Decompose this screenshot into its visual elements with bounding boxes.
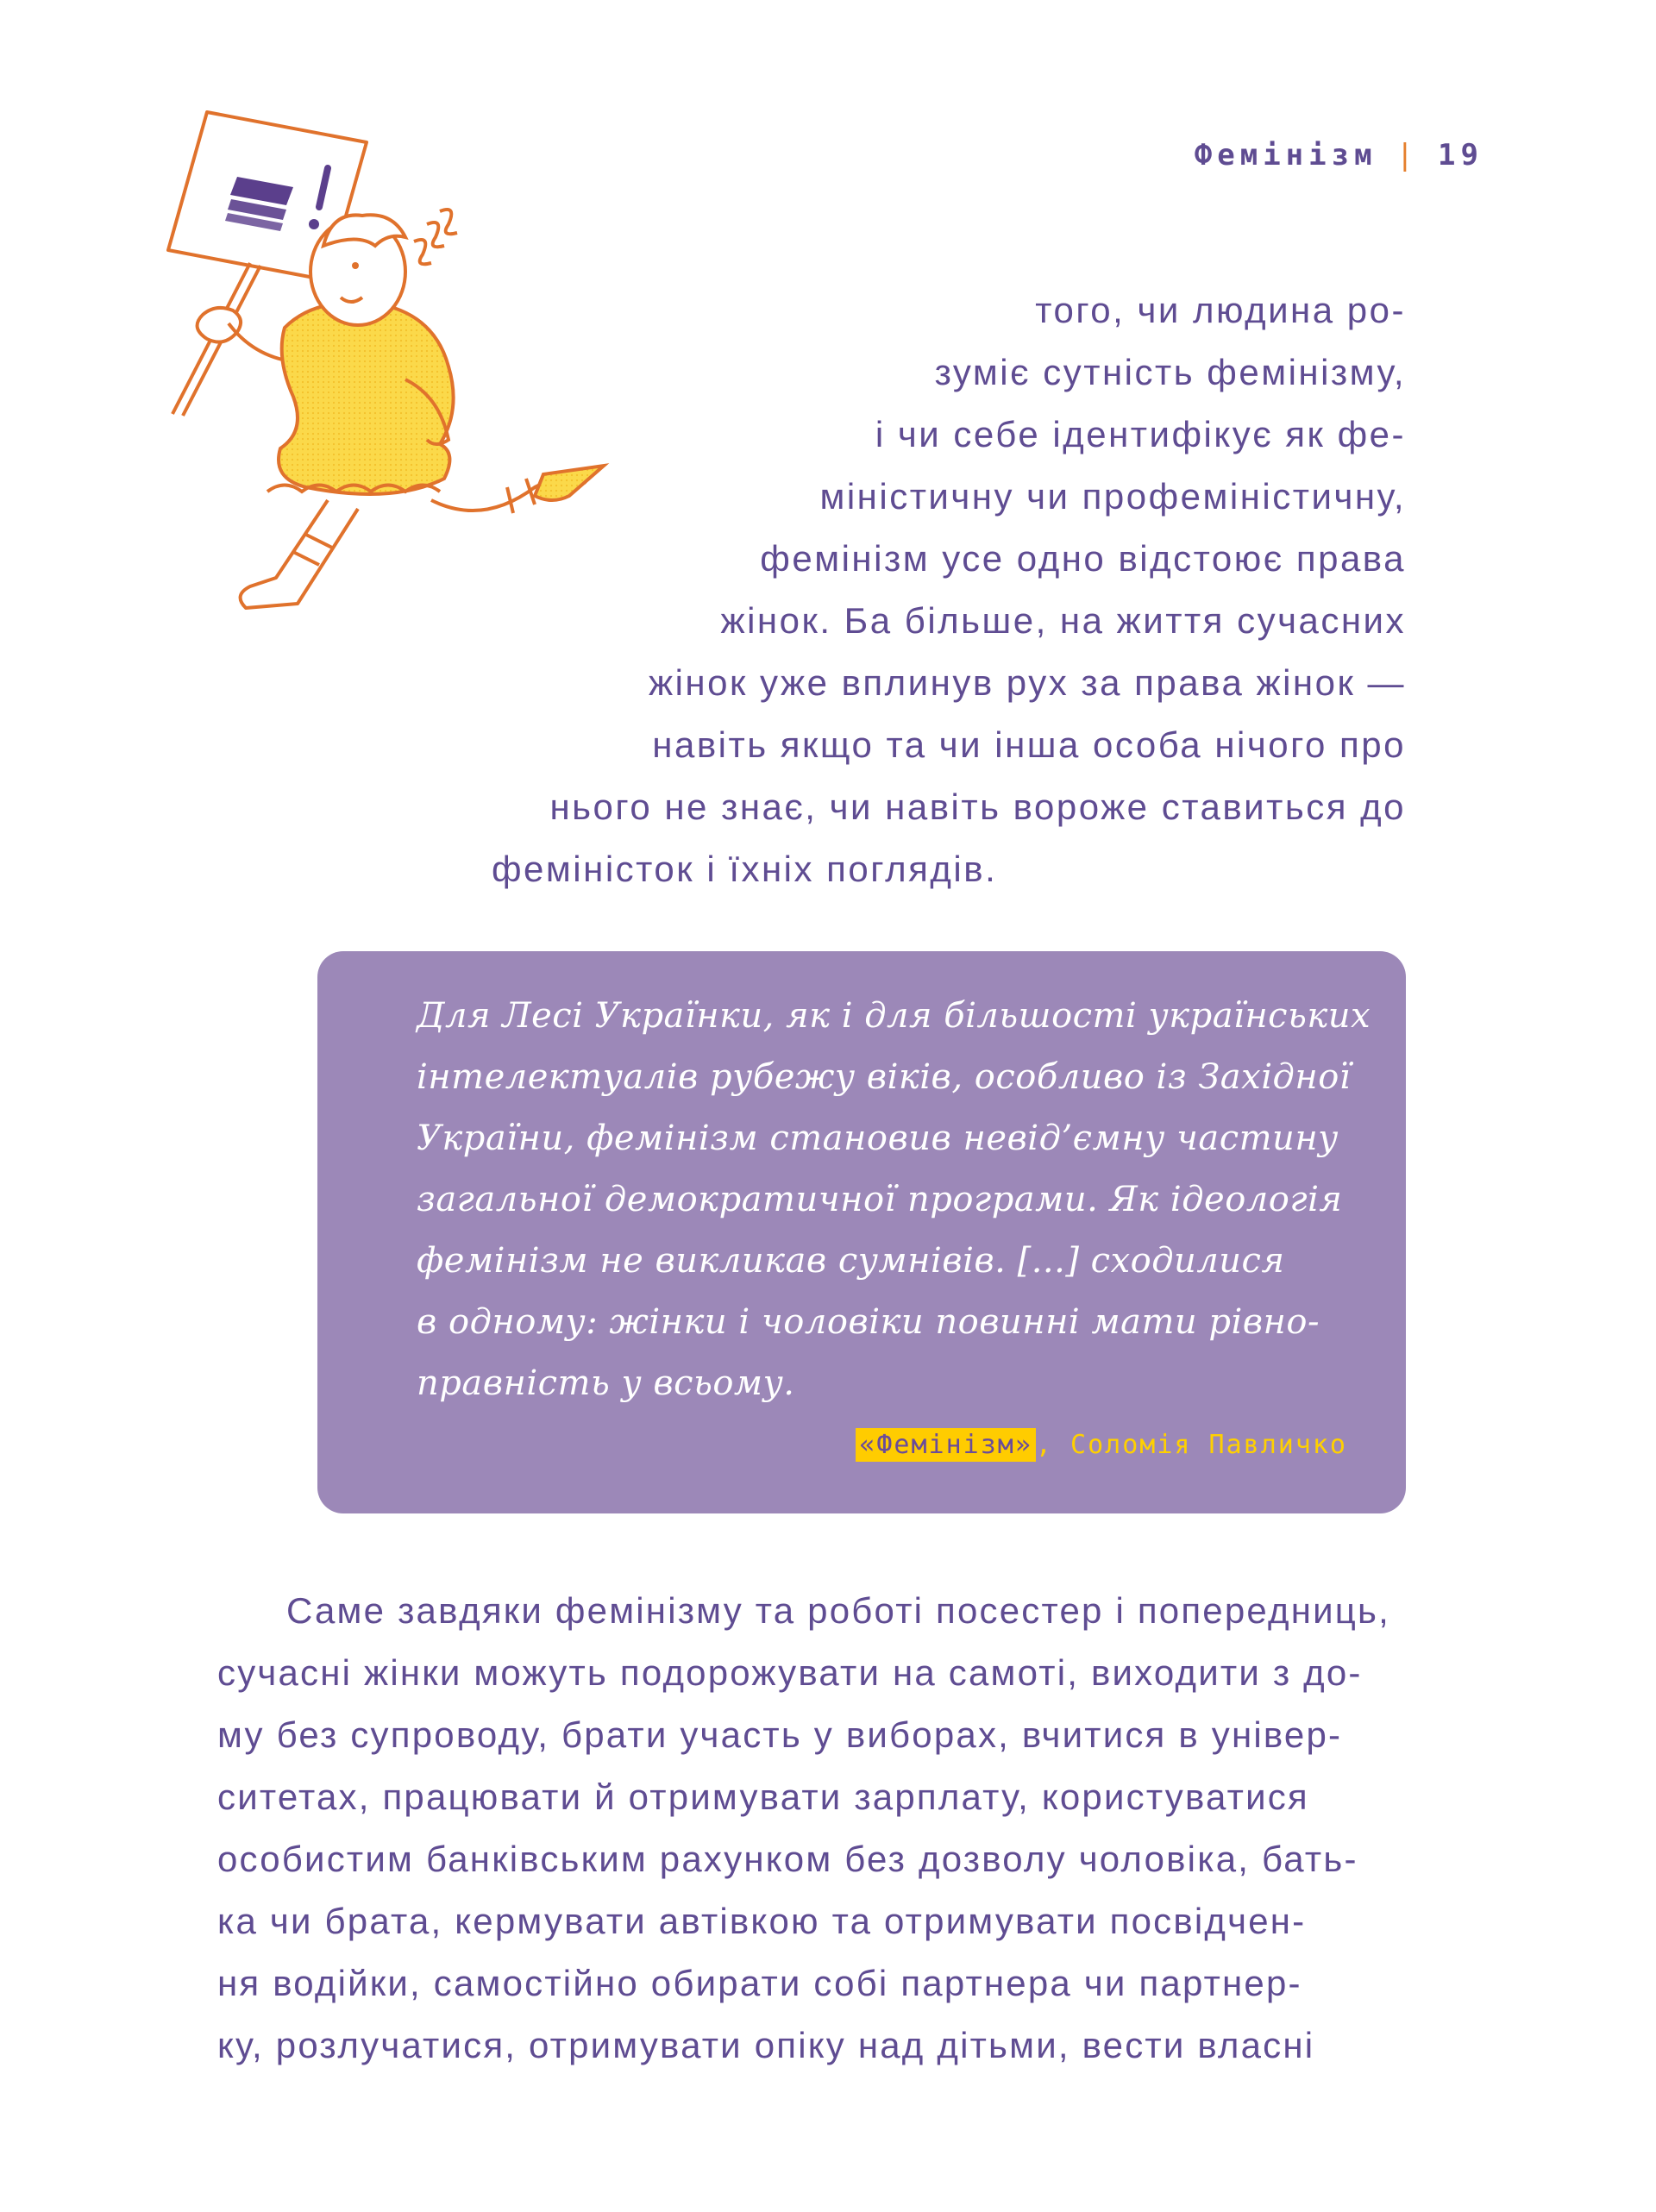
body-line: ситетах, працювати й отримувати зарплату, користуватися [217,1776,1309,1817]
quote-box [317,951,1406,1513]
intro-line: навіть якщо та чи інша особа нічого про [652,724,1406,765]
body-line: ка чи брата, кермувати автівкою та отримувати посвідчен- [217,1901,1307,1941]
quote-source [856,1430,1347,1460]
intro-line: жінок уже вплинув рух за права жінок — [648,662,1406,703]
quote-line: в одному: жінки і чоловіки повинні мати рівно- [417,1302,1320,1342]
quote-text [417,986,1371,1414]
body-line: ку, розлучатися, отримувати опіку над дітьми, вести власні [217,2025,1315,2065]
running-woman-illustration [155,95,707,655]
body-line: му без супроводу, брати участь у виборах, вчитися в універ- [217,1714,1343,1755]
intro-line: міністичну чи профеміністичну, [819,476,1406,517]
running-header [1195,138,1484,172]
intro-line: того, чи людина ро- [1035,290,1406,330]
body-line: сучасні жінки можуть подорожувати на самоті, виходити з до- [217,1652,1363,1693]
quote-line: Для Лесі Українки, як і для більшості українських [417,996,1371,1036]
quote-line: України, фемінізм становив невід’ємну частину [417,1119,1339,1158]
quote-source-title: «Фемінізм» [856,1428,1036,1462]
body-line: особистим банківським рахунком без дозволу чоловіка, бать- [217,1839,1358,1879]
quote-line: інтелектуалів рубежу віків, особливо із Західної [417,1057,1352,1097]
intro-line: жінок. Ба більше, на життя сучасних [720,600,1406,641]
chapter-title: Фемінізм [1194,138,1377,172]
quote-source-author: , Соломія Павличко [1035,1430,1347,1460]
intro-line: фемінізм усе одно відстоює права [760,538,1406,579]
intro-line: зуміє сутність фемінізму, [934,352,1406,392]
page-number: 19 [1438,138,1484,172]
intro-line: і чи себе ідентифікує як фе- [875,414,1406,454]
body-line: Саме завдяки фемінізму та роботі посестер і попередниць, [286,1590,1391,1631]
quote-line: правність у всьому. [417,1363,795,1403]
intro-line: нього не знає, чи навіть вороже ставиться до [549,786,1406,827]
woman-head [310,215,405,325]
header-separator: | [1396,138,1420,172]
body-line: ня водійки, самостійно обирати собі партнера чи партнер- [217,1963,1302,2003]
quote-line: фемінізм не викликав сумнівів. [...] сходилися [417,1241,1285,1281]
intro-line: феміністок і їхніх поглядів. [492,849,998,889]
quote-line: загальної демократичної програми. Як ідеологія [417,1180,1343,1219]
body-paragraph [217,1580,1425,2077]
